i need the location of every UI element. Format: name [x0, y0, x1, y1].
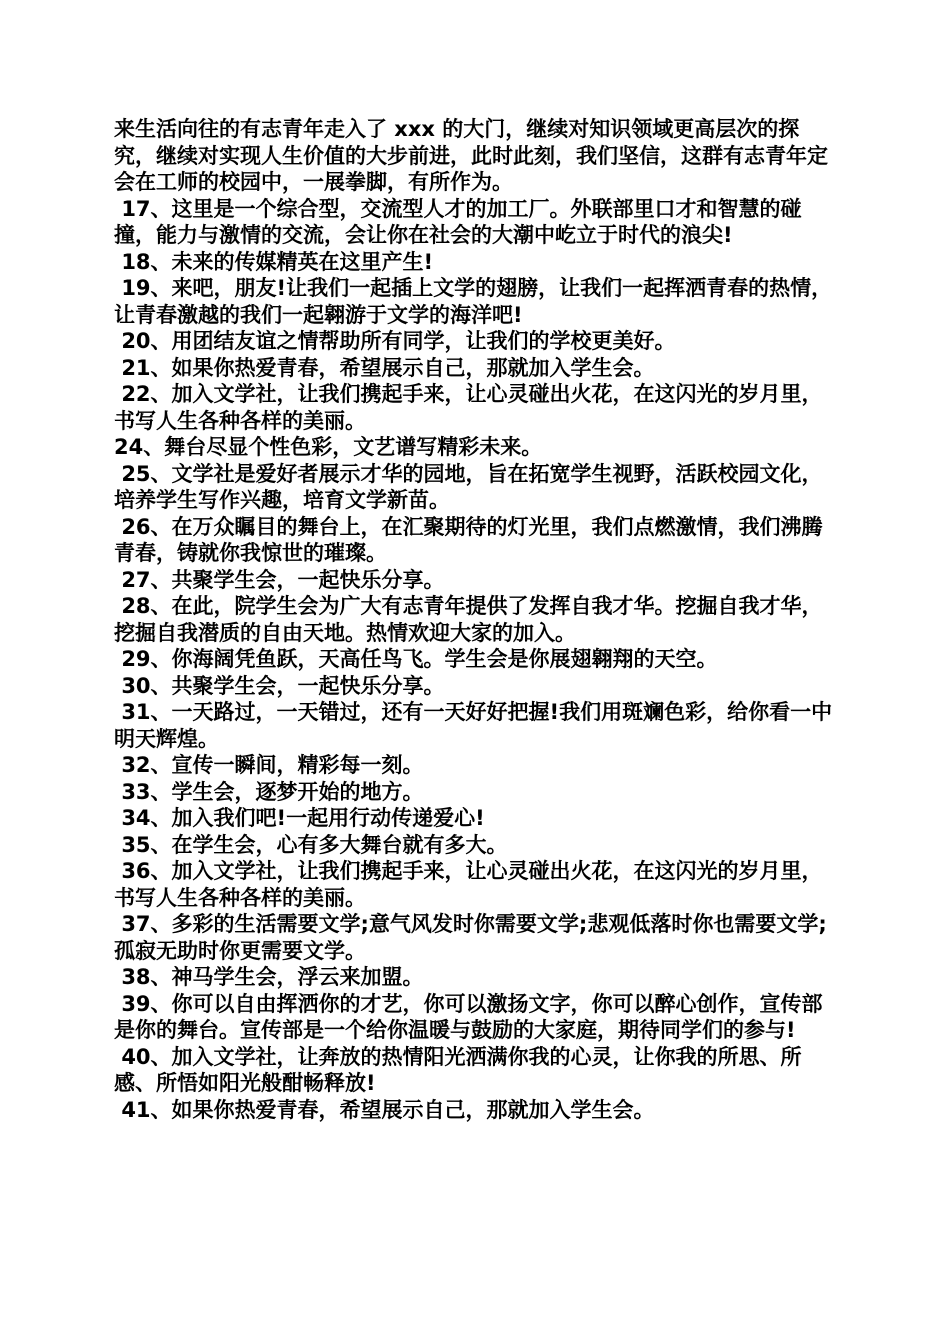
paragraph: 19、来吧，朋友!让我们一起插上文学的翅膀，让我们一起挥洒青春的热情，让青春激越的我们一起翱游于文学的海洋吧!: [114, 276, 833, 327]
paragraph: 25、文学社是爱好者展示才华的园地，旨在拓宽学生视野，活跃校园文化，培养学生写作兴趣，培育文学新苗。: [114, 461, 823, 512]
paragraph: 35、在学生会，心有多大舞台就有多大。: [114, 832, 508, 857]
paragraph: 39、你可以自由挥洒你的才艺，你可以激扬文字，你可以醉心创作，宣传部是你的舞台。宣传部是一个给你温暖与鼓励的大家庭，期待同学们的参与!: [114, 991, 823, 1042]
paragraph: 21、如果你热爱青春，希望展示自己，那就加入学生会。: [114, 355, 655, 380]
document-page: [114, 116, 838, 1123]
paragraph: 34、加入我们吧!一起用行动传递爱心!: [114, 806, 485, 830]
paragraph: 17、这里是一个综合型，交流型人才的加工厂。外联部里口才和智慧的碰撞，能力与激情的交流，会让你在社会的大潮中屹立于时代的浪尖!: [114, 196, 802, 247]
paragraph: 41、如果你热爱青春，希望展示自己，那就加入学生会。: [114, 1097, 655, 1122]
paragraph: 26、在万众瞩目的舞台上，在汇聚期待的灯光里，我们点燃激情，我们沸腾青春，铸就你我惊世的璀璨。: [114, 514, 823, 565]
paragraph: 38、神马学生会，浮云来加盟。: [114, 965, 424, 989]
paragraph: 30、共聚学生会，一起快乐分享。: [114, 673, 445, 698]
paragraph: 32、宣传一瞬间，精彩每一刻。: [114, 753, 424, 777]
paragraph: 20、用团结友谊之情帮助所有同学，让我们的学校更美好。: [114, 329, 676, 353]
paragraph: 31、一天路过，一天错过，还有一天好好把握!我们用斑斓色彩，给你看一中明天辉煌。: [114, 700, 833, 751]
paragraph: 33、学生会，逐梦开始的地方。: [114, 779, 424, 804]
paragraph: 29、你海阔凭鱼跃，天高任鸟飞。学生会是你展翅翱翔的天空。: [114, 647, 718, 671]
paragraph: 40、加入文学社，让奔放的热情阳光洒满你我的心灵，让你我的所思、所感、所悟如阳光般酣畅释放!: [114, 1044, 802, 1095]
paragraph: 来生活向往的有志青年走入了 xxx 的大门，继续对知识领域更高层次的探究，继续对实现人生价值的大步前进，此时此刻，我们坚信，这群有志青年定会在工师的校园中，一展拳脚，有所作为。: [114, 117, 828, 194]
paragraph: 18、未来的传媒精英在这里产生!: [114, 249, 434, 274]
paragraph: 22、加入文学社，让我们携起手来，让心灵碰出火花，在这闪光的岁月里，书写人生各种各样的美丽。: [114, 382, 823, 433]
paragraph: 27、共聚学生会，一起快乐分享。: [114, 567, 445, 592]
paragraph: 28、在此，院学生会为广大有志青年提供了发挥自我才华。挖掘自我才华，挖掘自我潜质的自由天地。热情欢迎大家的加入。: [114, 594, 823, 645]
paragraph: 24、舞台尽显个性色彩，文艺谱写精彩未来。: [114, 435, 543, 459]
paragraph: 37、多彩的生活需要文学;意气风发时你需要文学;悲观低落时你也需要文学;孤寂无助时你更需要文学。: [114, 912, 827, 963]
paragraph: 36、加入文学社，让我们携起手来，让心灵碰出火花，在这闪光的岁月里，书写人生各种各样的美丽。: [114, 859, 823, 910]
